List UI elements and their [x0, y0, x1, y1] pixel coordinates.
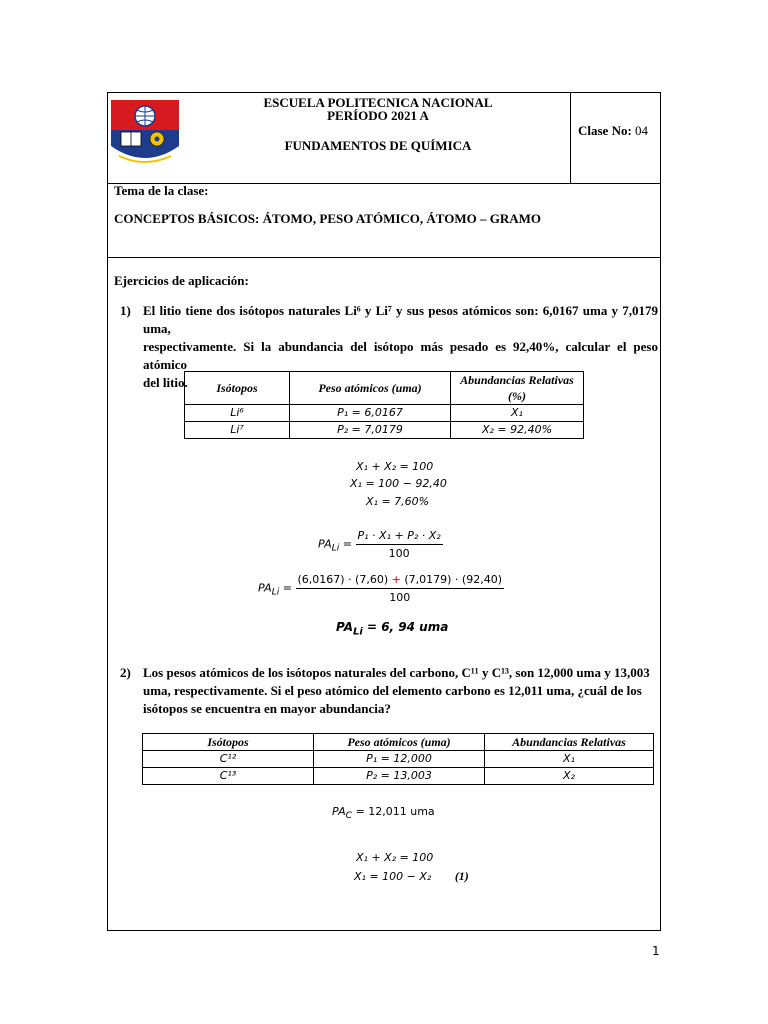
table-row: C¹² P₁ = 12,000 X₁: [143, 751, 654, 768]
equation-sum: X₁ + X₂ = 100: [356, 460, 434, 473]
exercise-2-number: 2): [120, 665, 131, 680]
equation-sum-2: X₁ + X₂ = 100: [356, 851, 434, 864]
institution-name: ESCUELA POLITECNICA NACIONAL: [263, 95, 493, 110]
period: PERÍODO 2021 A: [327, 108, 429, 123]
exercise-1-text: El litio tiene dos isótopos naturales Li⁶ y Li⁷ y sus pesos atómicos son: 6,0167 uma y 7,0179 uma, respectivamente. Si la abundancia del isótopo más pesado es 92,40%, calcular el peso atómico del litio.: [143, 303, 658, 390]
exercise-2-text: Los pesos atómicos de los isótopos naturales del carbono, C¹¹ y C¹³, son 12,000 uma y 13,003 uma, respectivamente. Si el peso atómico del elemento carbono es 12,011 uma, ¿cuál de los isótopos se encuentra en mayor abundancia?: [143, 665, 650, 716]
course-name: FUNDAMENTOS DE QUÍMICA: [284, 138, 472, 153]
equation-substitution: X₁ = 100 − 92,40: [350, 477, 447, 490]
exercise-1-number: 1): [120, 303, 131, 318]
topic-title: CONCEPTOS BÁSICOS: ÁTOMO, PESO ATÓMICO, ÁTOMO – GRAMO: [114, 211, 542, 226]
carbon-atomic-weight: $PA_C = 12,011$ uma: [332, 805, 435, 822]
table-row: Li⁶ P₁ = 6,0167 X₁: [185, 405, 584, 422]
header-divider: [570, 93, 571, 183]
topic-label: Tema de la clase:: [114, 183, 209, 198]
table-row: C¹³ P₂ = 13,003 X₂: [143, 768, 654, 785]
table-header: Isótopos: [185, 372, 290, 405]
equation-x1-result: X₁ = 7,60%: [366, 495, 430, 508]
document-page: [107, 92, 661, 931]
equation-x1-2: X₁ = 100 − X₂ (1): [354, 869, 469, 883]
topic-block: [108, 183, 660, 258]
epn-logo-icon: [109, 98, 181, 168]
header-block: [108, 93, 660, 184]
formula-substituted: $PA_{Li}$ = $\frac{(6,0167) \cdot (7,60) + (7,0179) \cdot (92,40)}{100}$: [258, 573, 502, 604]
table-row: Li⁷ P₂ = 7,0179 X₂ = 92,40%: [185, 422, 584, 439]
exercises-label: Ejercicios de aplicación:: [114, 273, 249, 288]
isotope-table-1: [184, 371, 584, 439]
atomic-weight-result: $PA_{Li} = 6$, 94 uma: [336, 620, 449, 638]
table-header: Abundancias Relativas (%): [451, 372, 584, 405]
table-header: Abundancias Relativas: [485, 734, 654, 751]
table-header: Peso atómicos (uma): [314, 734, 485, 751]
isotope-table-2: [142, 733, 654, 785]
class-number-field: Clase No: 04: [578, 123, 649, 138]
table-header: Peso atómicos (uma): [290, 372, 451, 405]
page-number: 1: [652, 944, 660, 958]
formula-weighted-average: $PA_{Li}$ = $\frac{\text{P₁ · X₁ + P₂ · X₂}}{100}$: [318, 529, 441, 560]
table-header: Isótopos: [143, 734, 314, 751]
